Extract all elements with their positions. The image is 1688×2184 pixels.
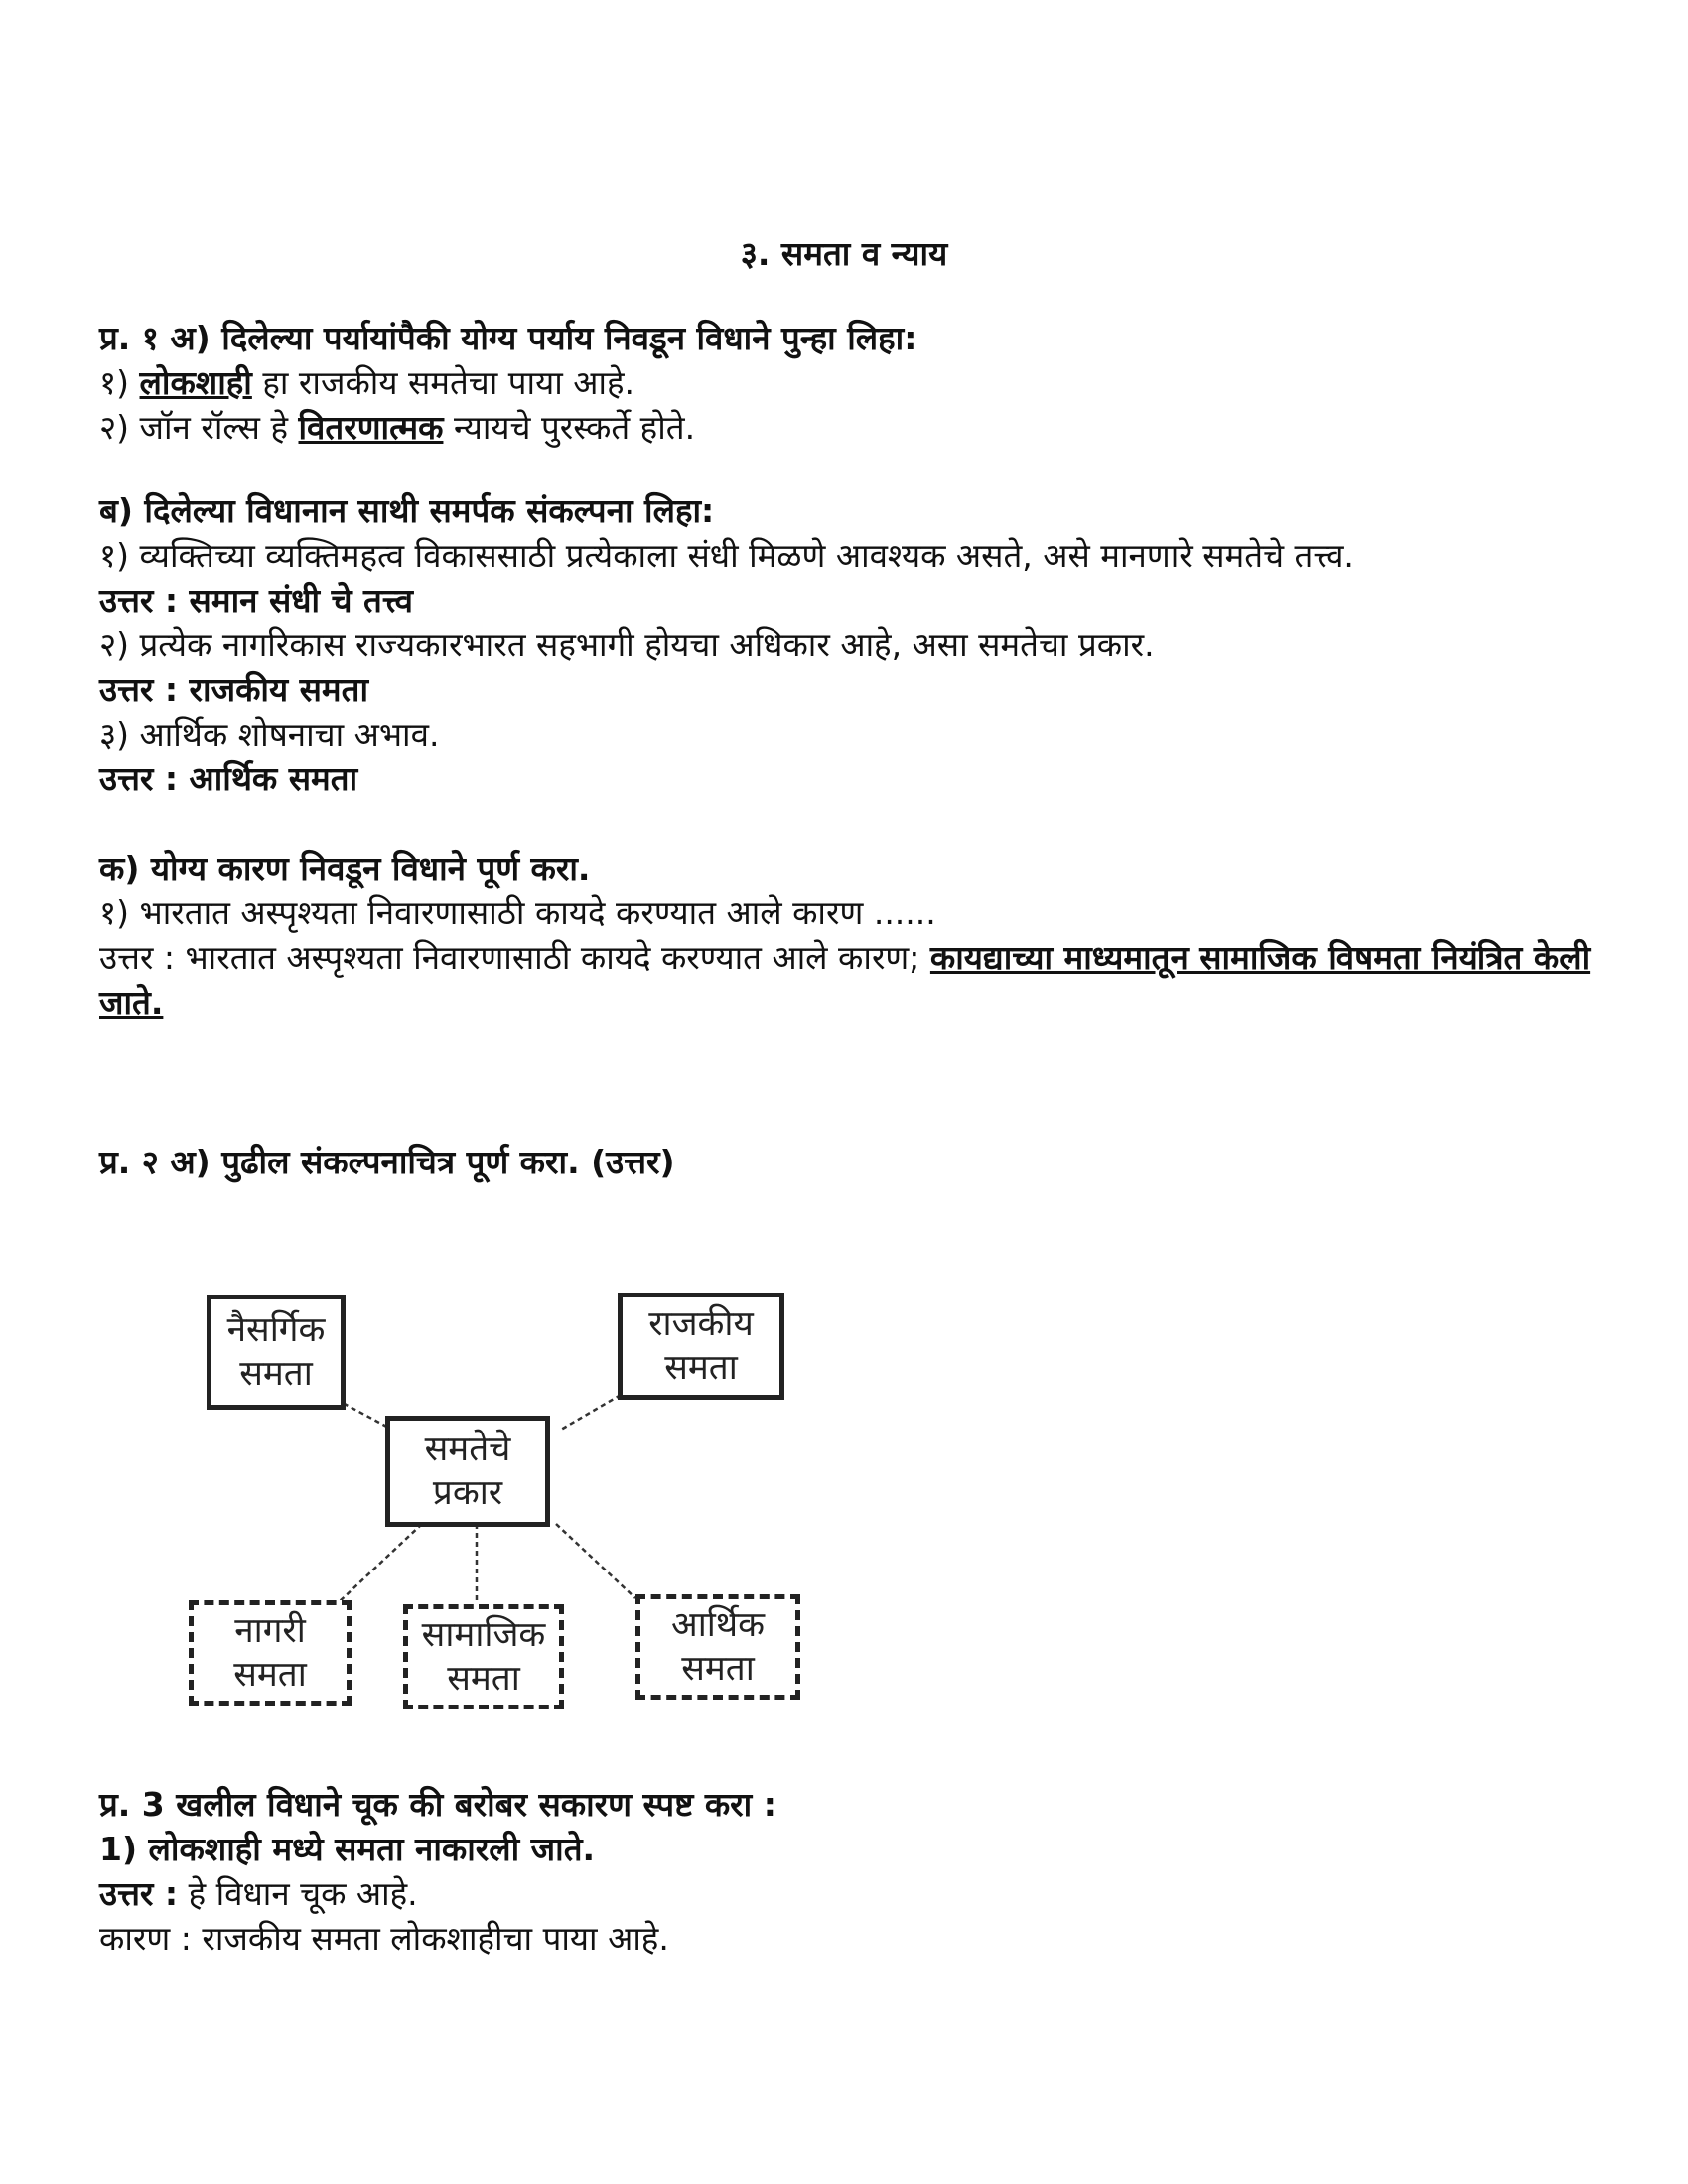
answer-label: उत्तर : [99,1874,179,1913]
node-arthik-samata [635,1594,800,1700]
question-3-answer [99,1871,1618,1916]
connector-rajkiya [561,1395,621,1430]
question-1c-answer [99,935,1618,1024]
answer-reason: कायद्याच्या माध्यमातून सामाजिक विषमता नियंत्रित केली जाते. [99,938,1591,1022]
node-naisargik-samata [207,1295,346,1410]
center-node-line-2: प्रकार [432,1473,503,1513]
question-2-heading: प्र. २ अ) पुढील संकल्पनाचित्र पूर्ण करा. (उत्तर) [99,1143,675,1181]
node-label-line-2: समता [447,1659,520,1699]
node-label-line-2: समता [233,1655,307,1695]
question-1b-item-2: २) प्रत्येक नागरिकास राज्यकारभारत सहभागी होयचा अधिकार आहे, असा समतेचा प्रकार. [99,625,1155,664]
question-1b-answer-3: उत्तर : आर्थिक समता [99,759,358,798]
question-3-item-1: 1) लोकशाही मध्ये समता नाकारली जाते. [99,1830,596,1868]
question-1b [99,488,1618,801]
node-label-line-1: नागरी [234,1611,306,1651]
node-rajkiya-samata [618,1293,784,1400]
question-1a [99,316,1618,450]
node-label-line-1: नैसर्गिक [226,1310,326,1350]
concept-diagram [179,1281,834,1737]
item-number: १) [99,363,140,402]
question-1b-item-1: १) व्यक्तिच्या व्यक्तिमहत्व विकाससाठी प्रत्येकाला संधी मिळणे आवश्यक असते, असे मानणारे समतेचे तत्त्व. [99,536,1354,575]
node-samajik-samata [403,1604,564,1709]
question-3 [99,1782,1618,1961]
question-1b-item-3: ३) आर्थिक शोषनाचा अभाव. [99,715,440,753]
question-1a-item-2 [99,405,1618,450]
question-1c-heading: क) योग्य कारण निवडून विधाने पूर्ण करा. [99,849,591,887]
center-node-samateche-prakar [385,1416,550,1527]
question-3-reason: कारण : राजकीय समता लोकशाहीचा पाया आहे. [99,1919,669,1958]
answer-text: हे विधान चूक आहे. [178,1874,418,1913]
answer-word: वितरणात्मक [298,408,444,447]
question-3-heading: प्र. 3 खलील विधाने चूक की बरोबर सकारण स्पष्ट करा : [99,1785,776,1824]
node-label-line-1: राजकीय [648,1304,754,1344]
answer-prefix: उत्तर : भारतात अस्पृश्यता निवारणासाठी कायदे करण्यात आले कारण; [99,938,930,977]
question-1b-heading: ब) दिलेल्या विधानान साथी समर्पक संकल्पना लिहा: [99,491,715,530]
node-label-line-1: सामाजिक [421,1615,546,1655]
connector-nagari [338,1524,422,1603]
node-label-line-2: समता [681,1649,755,1689]
question-1a-item-1 [99,360,1618,405]
node-label-line-2: समता [239,1354,313,1394]
connector-arthik [556,1524,635,1598]
item-text: न्यायचे पुरस्कर्ते होते. [443,408,696,447]
center-node-line-1: समतेचे [424,1430,511,1469]
item-text: हा राजकीय समतेचा पाया आहे. [251,363,635,402]
chapter-title: ३. समता व न्याय [740,234,948,273]
node-label-line-1: आर्थिक [670,1605,766,1645]
question-1b-answer-2: उत्तर : राजकीय समता [99,670,369,709]
question-1a-heading: प्र. १ अ) दिलेल्या पर्यायांपैकी योग्य पर्याय निवडून विधाने पुन्हा लिहा: [99,319,917,357]
answer-word: लोकशाही [139,363,252,402]
item-text-prefix: २) जॉन रॉल्स हे [99,408,299,447]
question-1c [99,846,1618,1024]
question-2 [99,1140,1618,1184]
node-label-line-2: समता [664,1348,738,1388]
question-1b-answer-1: उत्तर : समान संधी चे तत्त्व [99,581,413,619]
node-nagari-samata [189,1600,352,1706]
question-1c-item-1: १) भारतात अस्पृश्यता निवारणासाठी कायदे करण्यात आले कारण ...... [99,893,936,932]
